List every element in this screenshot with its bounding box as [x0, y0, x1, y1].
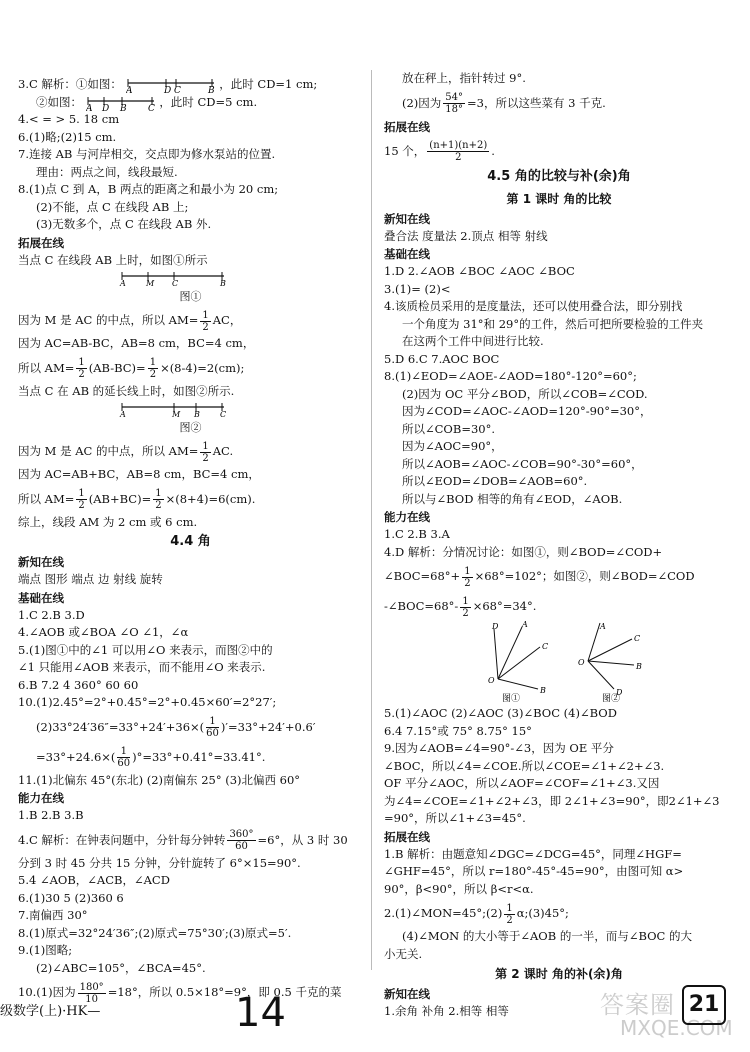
answer-line: 理由：两点之间，线段最短. — [36, 164, 178, 179]
answer-line — [384, 898, 734, 928]
svg-text:B: B — [636, 662, 642, 671]
text: =3，所以这些菜有 3 千克. — [467, 95, 606, 110]
numerator: 1 — [462, 595, 469, 607]
answer-line: 端点 图形 端点 边 射线 旋转 — [18, 572, 163, 586]
answer-line — [18, 353, 363, 383]
figure-caption: 图① — [179, 290, 202, 303]
answer-line — [18, 305, 363, 335]
svg-text:A: A — [120, 279, 126, 287]
answer-line: 所以∠EOD=∠DOB=∠AOB=60°. — [402, 474, 588, 488]
answer-line: 8.(1)原式=32°24′36″;(2)原式=75°30′;(3)原式=5′. — [18, 925, 292, 940]
answer-line: =90°，所以∠1+∠3=45°. — [384, 811, 526, 825]
handwritten-number: 14 — [235, 990, 286, 1036]
svg-text:A: A — [120, 410, 126, 418]
answer-line: 5.D 6.C 7.AOC BOC — [384, 351, 500, 366]
column-divider — [371, 70, 372, 970]
svg-text:M: M — [146, 279, 155, 287]
svg-text:C: C — [634, 634, 641, 643]
denominator: 2 — [455, 152, 462, 163]
answer-line: 分到 3 时 45 分共 15 分钟，分针旋转了 6°×15=90°. — [18, 855, 301, 870]
answer-line: 5.(1)图①中的∠1 可以用∠O 来表示，而图②中的 — [18, 642, 273, 657]
answer-line — [18, 76, 363, 94]
answer-line: 小无关. — [384, 946, 423, 961]
text: ×68°=102°；如图②，则∠BOD=∠COD — [474, 569, 695, 583]
svg-text:A: A — [125, 86, 133, 93]
text: 因为 M 是 AC 的中点，所以 AM= — [18, 444, 199, 458]
svg-text:C: C — [542, 642, 549, 651]
section-heading: 能力在线 — [384, 510, 430, 524]
answer-line: 5.4 ∠AOB，∠ACB，∠ACD — [18, 873, 170, 887]
answer-line: 为∠4=∠COE=∠1+∠2+∠3，即 2∠1+∠3=90°，即2∠1+∠3 — [384, 793, 720, 808]
denominator: 2 — [202, 452, 209, 464]
fraction — [76, 488, 86, 511]
answer-line — [384, 561, 734, 591]
text: ，此时 CD=5 cm. — [159, 94, 258, 109]
answer-line — [384, 591, 734, 621]
fraction — [504, 903, 514, 926]
answer-line: 综上，线段 AM 为 2 cm 或 6 cm. — [18, 514, 198, 529]
fraction — [200, 310, 210, 333]
answer-line: 6.(1)略;(2)15 cm. — [18, 129, 117, 144]
denominator: 60 — [235, 841, 248, 852]
answer-line: ∠GHF=45°，所以 r=180°-45°-45=90°，由图可知 α> — [384, 864, 684, 878]
answer-line: =33°+24.6×( $\frac{1}{60}$ )°=33°+0.41°=33.41°. — [36, 746, 266, 769]
answer-line: 1.余角 补角 2.相等 相等 — [384, 1004, 509, 1018]
svg-text:C: C — [220, 410, 227, 418]
left-column — [18, 76, 363, 1007]
answer-line: 一个角度为 31°和 29°的工件，然后可把所要检验的工件夹 — [402, 316, 704, 331]
denominator: 2 — [462, 607, 469, 619]
answer-line: 1.B 2.B 3.B — [18, 808, 84, 822]
section-heading: 基础在线 — [384, 247, 430, 261]
answer-line: ∠BOC，所以∠4=∠COE.所以∠COE=∠1+∠2+∠3. — [384, 758, 665, 773]
segment-figure-1 — [126, 77, 216, 93]
figure-caption: 图② — [179, 421, 202, 434]
answer-line: 当点 C 在 AB 的延长线上时，如图②所示. — [18, 383, 235, 398]
answer-line: OF 平分∠AOC，所以∠AOF=∠COF=∠1+∠3.又因 — [384, 776, 660, 790]
answer-line — [18, 94, 363, 112]
svg-text:D: D — [163, 86, 171, 93]
svg-text:O: O — [488, 676, 495, 685]
svg-text:D: D — [492, 622, 499, 631]
numerator: 1 — [78, 357, 85, 368]
lesson-title: 第 1 课时 角的比较 — [506, 191, 612, 206]
svg-text:C: C — [147, 103, 155, 111]
denominator: 2 — [155, 500, 162, 511]
angle-figure-1 — [488, 621, 548, 704]
fraction — [148, 357, 158, 380]
svg-text:O: O — [578, 658, 585, 667]
text: 2.(1)∠MON=45°;(2) — [384, 906, 503, 920]
answer-line: 9.因为∠AOB=∠4=90°-∠3，因为 OE 平分 — [384, 741, 614, 755]
text: 10.(1)因为 — [18, 985, 76, 999]
answer-line: (4)∠MON 的大小等于∠AOB 的一半，而与∠BOC 的大 — [402, 929, 693, 943]
figure-caption: 图② — [602, 694, 621, 704]
numerator: 1 — [464, 565, 471, 577]
answer-line: 所以∠COB=30°. — [402, 421, 495, 436]
answer-line — [18, 436, 363, 466]
text: =6°，从 3 时 30 — [257, 832, 348, 847]
fraction — [153, 488, 163, 511]
answer-line: (2)33°24′36″=33°+24′+36×( $\frac{1}{60}$ )′=33°+24′+0.6′ — [36, 716, 316, 739]
fraction — [462, 566, 472, 589]
numerator: 1 — [202, 309, 209, 321]
segment-figure-2 — [86, 95, 156, 111]
fraction — [427, 140, 489, 163]
text: 15 个， — [384, 143, 426, 158]
section-heading: 基础在线 — [18, 590, 64, 605]
answer-line: 所以∠AOB=∠AOC-∠COB=90°-30°=60°， — [402, 456, 643, 471]
svg-text:B: B — [119, 103, 127, 111]
numerator: 360° — [229, 829, 254, 840]
text: 所以 AM= — [18, 491, 75, 506]
text: (2)33°24′36″=33°+24′+36× — [36, 719, 200, 734]
lesson-title: 第 2 课时 角的补(余)角 — [495, 967, 623, 981]
text: 所以 AM= — [18, 360, 75, 375]
figure-2-segment — [118, 402, 228, 418]
answer-line: 10.(1)2.45°=2°+0.45°=2°+0.45×60′=2°27′; — [18, 695, 277, 709]
answer-line: 4.< = > 5. 18 cm — [18, 112, 120, 126]
text: 3.C 解析：①如图： — [18, 77, 122, 91]
answer-line — [18, 484, 363, 514]
numerator: (n+1)(n+2) — [429, 140, 488, 151]
answer-line: 所以与∠BOD 相等的角有∠EOD，∠AOB. — [402, 491, 623, 506]
fraction — [206, 716, 219, 739]
text: . — [491, 143, 495, 158]
text: AC. — [212, 444, 234, 458]
svg-text:A: A — [600, 622, 606, 631]
answer-line — [384, 88, 734, 118]
denominator: 2 — [506, 914, 513, 926]
answer-line: 7.南偏西 30° — [18, 908, 88, 922]
answer-line: 叠合法 度量法 2.顶点 相等 射线 — [384, 228, 548, 243]
text: ×(8-4)=2(cm); — [160, 360, 245, 375]
text: =18°，所以 0.5×18°=9°，即 0.5 千克的菜 — [107, 985, 342, 999]
svg-text:C: C — [173, 86, 181, 93]
fraction — [200, 441, 210, 464]
fraction — [443, 92, 465, 115]
numerator: 54° — [445, 92, 464, 103]
answer-line: 在这两个工件中间进行比较. — [402, 334, 544, 348]
answer-line: 3.(1)= (2)< — [384, 281, 451, 296]
section-title: 4.4 角 — [170, 534, 211, 549]
text: ，此时 CD=1 cm; — [219, 77, 318, 91]
text: °=33°+0.41°=33.41°. — [136, 749, 266, 764]
numerator: 180° — [79, 981, 104, 993]
answer-line: 6.(1)30 5 (2)360 6 — [18, 890, 124, 905]
section-heading: 新知在线 — [384, 211, 430, 226]
denominator: 18° — [445, 104, 464, 115]
denominator: 2 — [78, 500, 85, 511]
section-heading: 新知在线 — [384, 987, 430, 1001]
answer-line: 90°，β<90°，所以 β<r<α. — [384, 881, 534, 896]
watermark: 答案圈 — [600, 991, 675, 1019]
answer-line: 因为∠COD=∠AOC-∠AOD=120°-90°=30°， — [402, 404, 652, 418]
answer-line: (2)不能，点 C 在线段 AB 上; — [36, 199, 189, 214]
text: =33°+24.6× — [36, 749, 111, 764]
numerator: 1 — [117, 746, 130, 758]
denominator: 2 — [464, 577, 471, 589]
answer-line: 6.4 7.15°或 75° 8.75° 15° — [384, 723, 532, 738]
angle-figures — [484, 621, 684, 705]
answer-line: 因为 AC=AB-BC，AB=8 cm，BC=4 cm， — [18, 336, 255, 350]
fraction — [227, 829, 255, 852]
numerator: 1 — [78, 488, 85, 499]
answer-line: 4.∠AOB 或∠BOA ∠O ∠1，∠α — [18, 625, 189, 639]
text: ′=33°+24′+0.6′ — [225, 719, 316, 734]
svg-text:A: A — [522, 621, 528, 629]
answer-line — [384, 136, 734, 166]
numerator: 1 — [506, 902, 513, 914]
answer-line: 放在秤上，指针转过 9°. — [402, 71, 526, 85]
right-column — [384, 70, 734, 1021]
numerator: 1 — [155, 488, 162, 499]
numerator: 1 — [206, 716, 219, 728]
section-heading: 拓展在线 — [384, 119, 430, 134]
svg-text:B: B — [220, 279, 226, 287]
answer-line: 因为∠AOC=90°， — [402, 439, 503, 453]
svg-text:D: D — [101, 103, 109, 111]
fraction — [460, 596, 470, 619]
answer-line: (3)无数多个，点 C 在线段 AB 外. — [36, 217, 212, 231]
footer-book-title: 级数学(上)·HK— — [0, 1004, 101, 1019]
svg-text:B: B — [540, 686, 546, 695]
section-heading: 新知在线 — [18, 555, 64, 569]
svg-text:M: M — [172, 410, 181, 418]
denominator: 2 — [202, 321, 209, 333]
svg-text:C: C — [172, 279, 179, 287]
figure-caption: 图① — [502, 694, 521, 704]
answer-line — [18, 825, 363, 855]
text: (AB-BC)= — [88, 360, 146, 375]
svg-text:B: B — [194, 410, 200, 418]
watermark-url: MXQE.COM — [620, 1016, 733, 1040]
answer-line: 当点 C 在线段 AB 上时，如图①所示 — [18, 252, 208, 267]
denominator: 60 — [206, 728, 219, 739]
answer-line: 6.B 7.2 4 360° 60 60 — [18, 677, 139, 692]
denominator: 10 — [85, 993, 98, 1005]
text: (AB+BC)= — [88, 491, 152, 506]
section-title: 4.5 角的比较与补(余)角 — [487, 168, 631, 184]
text: 因为 M 是 AC 的中点，所以 AM= — [18, 313, 199, 327]
svg-text:B: B — [207, 86, 215, 93]
answer-line: ∠1 只能用∠AOB 来表示，而不能用∠O 来表示. — [18, 660, 266, 674]
figure-1-segment — [118, 271, 228, 287]
text: ×(8+4)=6(cm). — [165, 491, 256, 506]
answer-line: (2)因为 OC 平分∠BOD，所以∠COB=∠COD. — [402, 386, 648, 401]
denominator: 2 — [78, 369, 85, 380]
answer-line: 8.(1)∠EOD=∠AOE-∠AOD=180°-120°=60°; — [384, 369, 637, 383]
text: (2)因为 — [402, 95, 442, 110]
answer-line: 8.(1)点 C 到 A，B 两点的距离之和最小为 20 cm; — [18, 182, 279, 196]
text: -∠BOC=68°- — [384, 599, 459, 613]
answer-line: 9.(1)图略; — [18, 943, 73, 957]
answer-line: 1.C 2.B 3.A — [384, 527, 450, 541]
svg-text:A: A — [85, 103, 93, 111]
section-heading: 拓展在线 — [384, 829, 430, 844]
answer-line: 7.连接 AB 与河岸相交，交点即为修水泵站的位置. — [18, 147, 276, 161]
fraction — [76, 357, 86, 380]
answer-line: 4.D 解析：分情况讨论：如图①，则∠BOD=∠COD+ — [384, 544, 663, 559]
section-heading: 能力在线 — [18, 791, 64, 805]
denominator: 60 — [117, 758, 131, 769]
answer-line: 4.该质检员采用的是度量法，还可以使用叠合法，即分别找 — [384, 299, 683, 313]
text: α;(3)45°; — [516, 906, 569, 920]
text: AC， — [212, 313, 242, 327]
numerator: 1 — [149, 357, 157, 368]
answer-line: 11.(1)北偏东 45°(东北) (2)南偏东 25° (3)北偏西 60° — [18, 772, 301, 787]
answer-line: 1.D 2.∠AOB ∠BOC ∠AOC ∠BOC — [384, 264, 575, 278]
text: 4.C 解析：在钟表问题中，分针每分钟转 — [18, 832, 226, 847]
denominator: 2 — [149, 369, 157, 380]
fraction — [117, 746, 130, 769]
section-heading: 拓展在线 — [18, 235, 64, 250]
svg-text:D: D — [616, 688, 623, 697]
angle-figure-2 — [578, 622, 642, 704]
answer-line: 因为 AC=AB+BC，AB=8 cm，BC=4 cm， — [18, 467, 260, 481]
text: ×68°=34°. — [472, 599, 537, 613]
text: ②如图： — [36, 94, 82, 109]
text: ∠BOC=68°+ — [384, 569, 461, 583]
numerator: 1 — [202, 440, 209, 452]
answer-line: 1.B 解析：由题意知∠DGC=∠DCG=45°，同理∠HGF= — [384, 846, 682, 861]
answer-line: (2)∠ABC=105°，∠BCA=45°. — [36, 960, 206, 975]
answer-line: 1.C 2.B 3.D — [18, 607, 85, 622]
page-number: 21 — [682, 985, 726, 1025]
answer-line: 5.(1)∠AOC (2)∠AOC (3)∠BOC (4)∠BOD — [384, 706, 617, 720]
